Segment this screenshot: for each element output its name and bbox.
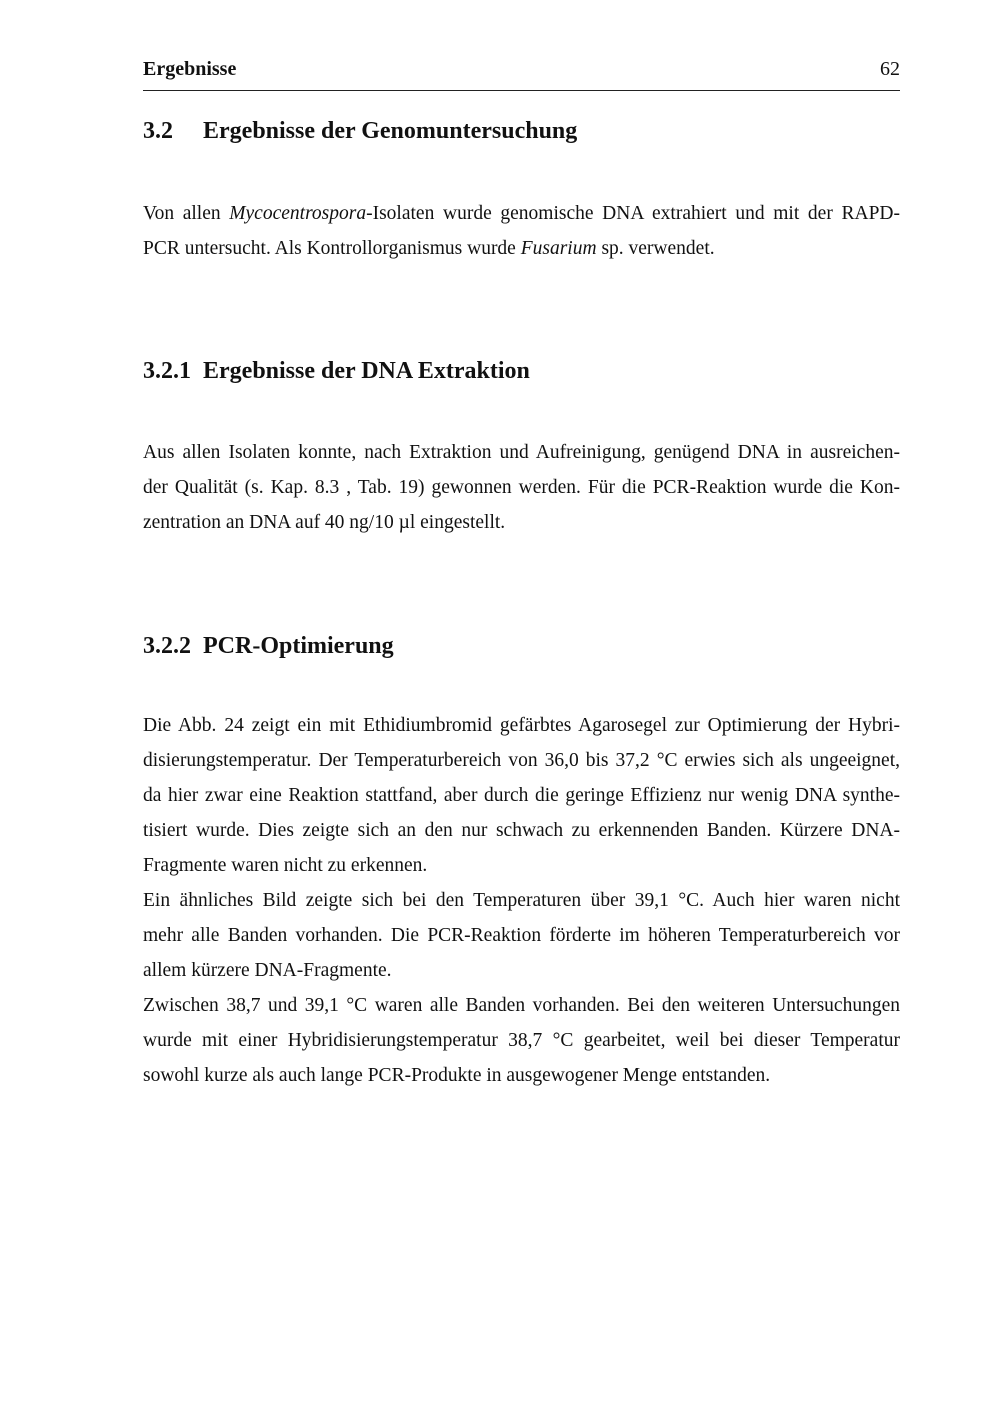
text-line: Die Abb. 24 zeigt ein mit Ethidiumbromid gefärbtes Agarosegel zur Optimierung der Hybri- — [143, 715, 900, 736]
text-line: Zwischen 38,7 und 39,1 °C waren alle Banden vorhanden. Bei den weiteren Untersuchungen — [143, 995, 900, 1016]
text-fragment: Von allen — [143, 203, 230, 224]
header-page-number: 62 — [880, 58, 900, 80]
section-heading-3-2 — [143, 118, 577, 145]
text-line: disierungstemperatur. Der Temperaturbereich von 36,0 bis 37,2 °C erwies sich als ungeeignet, — [143, 750, 900, 771]
text-line: der Qualität (s. Kap. 8.3 , Tab. 19) gewonnen werden. Für die PCR-Reaktion wurde die Kon- — [143, 477, 900, 498]
text-line — [143, 196, 900, 231]
text-line: Fragmente waren nicht zu erkennen. — [143, 855, 428, 876]
paragraph-dna-extraction — [143, 435, 900, 540]
text-line: sowohl kurze als auch lange PCR-Produkte in ausgewogener Menge entstanden. — [143, 1065, 771, 1086]
paragraph-genome-intro — [143, 196, 900, 266]
text-fragment: sp. verwendet. — [596, 238, 715, 259]
text-fragment: -Isolaten wurde genomische DNA extrahiert und mit der RAPD- — [366, 203, 900, 224]
text-line: mehr alle Banden vorhanden. Die PCR-Reaktion förderte im höheren Temperaturbereich vor — [143, 925, 900, 946]
italic-species-name: Fusarium — [520, 238, 597, 259]
text-line: Aus allen Isolaten konnte, nach Extraktion und Aufreinigung, genügend DNA in ausreichen- — [143, 442, 900, 463]
section-number: 3.2 — [143, 118, 173, 144]
section-heading-3-2-1 — [143, 358, 530, 385]
text-line: da hier zwar eine Reaktion stattfand, aber durch die geringe Effizienz nur wenig DNA synthe- — [143, 785, 900, 806]
text-line: wurde mit einer Hybridisierungstemperatur 38,7 °C gearbeitet, weil bei dieser Temperatur — [143, 1030, 900, 1051]
italic-species-name: Mycocentrospora — [229, 203, 367, 224]
text-line: zentration an DNA auf 40 ng/10 µl eingestellt. — [143, 512, 506, 533]
section-number: 3.2.1 — [143, 358, 191, 384]
section-title: Ergebnisse der DNA Extraktion — [203, 358, 530, 384]
text-line — [143, 231, 900, 266]
text-line: tisiert wurde. Dies zeigte sich an den nur schwach zu erkennenden Banden. Kürzere DNA- — [143, 820, 900, 841]
header-section-title: Ergebnisse — [143, 58, 237, 80]
text-fragment: PCR untersucht. Als Kontrollorganismus wurde — [143, 238, 521, 259]
text-line: Ein ähnliches Bild zeigte sich bei den Temperaturen über 39,1 °C. Auch hier waren nicht — [143, 890, 900, 911]
section-title: PCR-Optimierung — [203, 633, 394, 659]
section-title: Ergebnisse der Genomuntersuchung — [203, 118, 578, 144]
section-number: 3.2.2 — [143, 633, 191, 659]
text-line: allem kürzere DNA-Fragmente. — [143, 960, 392, 981]
section-heading-3-2-2 — [143, 633, 394, 660]
running-header — [143, 58, 900, 91]
paragraph-pcr-optimization — [143, 708, 900, 1093]
